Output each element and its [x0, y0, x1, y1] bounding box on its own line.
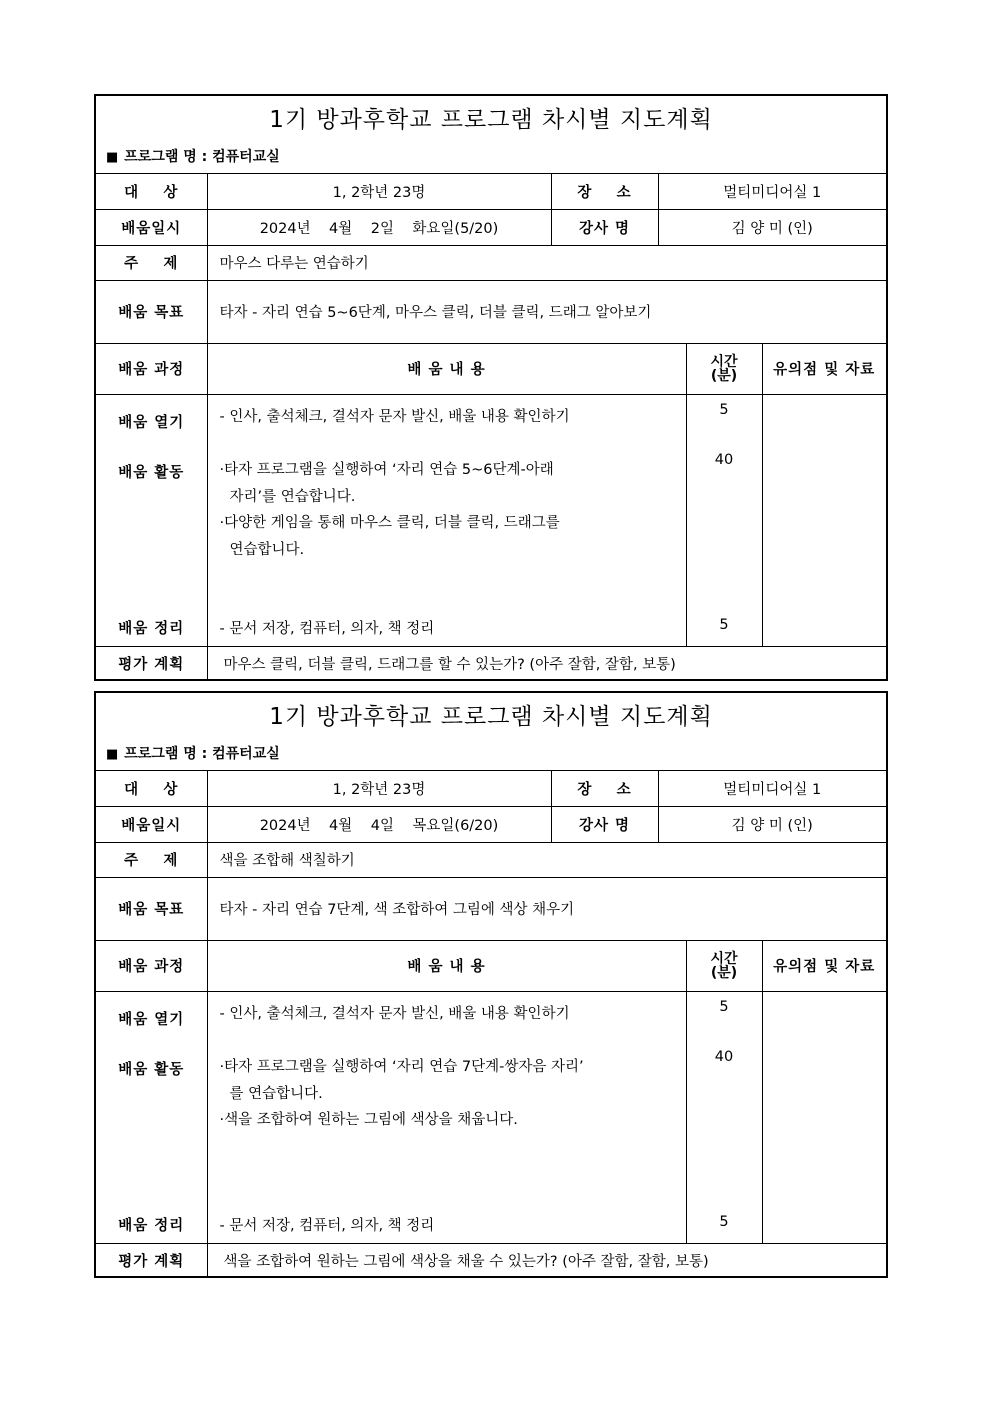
teacher-label: 강사 명	[551, 209, 658, 245]
content-line: 연습합니다.	[229, 541, 305, 558]
date-value: 2024년 4월 4일 목요일(6/20)	[207, 806, 551, 842]
date-label: 배움일시	[96, 209, 207, 245]
lesson-plan-2	[94, 691, 888, 1278]
process-label: 배움 과정	[96, 940, 207, 991]
place-label: 장 소	[551, 771, 658, 806]
time-label-cell	[686, 940, 762, 991]
stage-activity: 배움 활동	[118, 1061, 185, 1078]
eval-label: 평가 계획	[96, 646, 207, 681]
content-line: - 인사, 출석체크, 결석자 문자 발신, 배울 내용 확인하기	[219, 408, 570, 425]
time-label: 시간 (분)	[710, 950, 738, 981]
date-label: 배움일시	[96, 806, 207, 842]
time-cell	[686, 991, 762, 1243]
stage-closing: 배움 정리	[118, 1217, 185, 1234]
time-label-cell	[686, 343, 762, 394]
place-value: 멀티미디어실 1	[658, 771, 886, 806]
content-line: ·타자 프로그램을 실행하여 ‘자리 연습 5~6단계-아래	[219, 461, 554, 478]
goal-row	[96, 877, 886, 940]
topic-label: 주 제	[96, 245, 207, 280]
eval-row	[96, 1243, 886, 1278]
content-cell	[207, 394, 686, 646]
target-label: 대 상	[96, 771, 207, 806]
topic-value: 색을 조합해 색칠하기	[207, 842, 886, 877]
teacher-value: 김 양 미 (인)	[658, 806, 886, 842]
process-body-row	[96, 991, 886, 1243]
content-line: ·다양한 게임을 통해 마우스 클릭, 더블 클릭, 드래그를	[219, 514, 560, 531]
target-value: 1, 2학년 23명	[207, 771, 551, 806]
notes-label: 유의점 및 자료	[762, 343, 886, 394]
eval-value: 색을 조합하여 원하는 그림에 색상을 채울 수 있는가? (아주 잘함, 잘함, 보통)	[207, 1243, 886, 1278]
topic-row	[96, 842, 886, 877]
content-line: 자리’를 연습합니다.	[229, 488, 356, 505]
date-row	[96, 209, 886, 245]
target-value: 1, 2학년 23명	[207, 174, 551, 209]
stage-cell	[96, 991, 207, 1243]
goal-row	[96, 280, 886, 343]
goal-value: 타자 - 자리 연습 7단계, 색 조합하여 그림에 색상 채우기	[207, 877, 886, 940]
program-name-text: 프로그램 명 : 컴퓨터교실	[124, 149, 280, 165]
program-name	[106, 743, 280, 763]
content-label: 배 움 내 용	[207, 940, 686, 991]
process-body-row	[96, 394, 886, 646]
content-cell	[207, 991, 686, 1243]
time-activity: 40	[714, 1048, 734, 1065]
eval-value: 마우스 클릭, 더블 클릭, 드래그를 할 수 있는가? (아주 잘함, 잘함, 보통)	[207, 646, 886, 681]
program-name	[106, 146, 280, 166]
process-label: 배움 과정	[96, 343, 207, 394]
stage-opening: 배움 열기	[118, 414, 185, 431]
date-row	[96, 806, 886, 842]
goal-label: 배움 목표	[96, 877, 207, 940]
content-line: - 문서 저장, 컴퓨터, 의자, 책 정리	[219, 1217, 435, 1234]
goal-label: 배움 목표	[96, 280, 207, 343]
lesson-plan-1	[94, 94, 888, 681]
plan-header	[96, 96, 886, 174]
stage-activity: 배움 활동	[118, 464, 185, 481]
plan-title: 1기 방과후학교 프로그램 차시별 지도계획	[269, 107, 713, 133]
date-value: 2024년 4월 2일 화요일(5/20)	[207, 209, 551, 245]
time-cell	[686, 394, 762, 646]
notes-label: 유의점 및 자료	[762, 940, 886, 991]
process-header-row	[96, 343, 886, 394]
teacher-label: 강사 명	[551, 806, 658, 842]
target-row	[96, 174, 886, 209]
topic-label: 주 제	[96, 842, 207, 877]
content-line: ·타자 프로그램을 실행하여 ‘자리 연습 7단계-쌍자음 자리’	[219, 1058, 584, 1075]
content-line: - 인사, 출석체크, 결석자 문자 발신, 배울 내용 확인하기	[219, 1005, 570, 1022]
program-name-text: 프로그램 명 : 컴퓨터교실	[124, 746, 280, 762]
plan-table	[96, 174, 886, 681]
time-activity: 40	[714, 451, 734, 468]
target-label: 대 상	[96, 174, 207, 209]
content-line: 를 연습합니다.	[229, 1085, 323, 1102]
target-row	[96, 771, 886, 806]
plan-table	[96, 771, 886, 1278]
square-bullet-icon: ■	[106, 747, 119, 762]
content-line: ·색을 조합하여 원하는 그림에 색상을 채웁니다.	[219, 1111, 518, 1128]
plan-title: 1기 방과후학교 프로그램 차시별 지도계획	[269, 704, 713, 730]
stage-cell	[96, 394, 207, 646]
teacher-value: 김 양 미 (인)	[658, 209, 886, 245]
process-header-row	[96, 940, 886, 991]
goal-value: 타자 - 자리 연습 5~6단계, 마우스 클릭, 더블 클릭, 드래그 알아보기	[207, 280, 886, 343]
time-closing: 5	[719, 1213, 729, 1230]
time-label: 시간 (분)	[710, 353, 738, 384]
topic-row	[96, 245, 886, 280]
place-label: 장 소	[551, 174, 658, 209]
notes-cell	[762, 394, 886, 646]
notes-cell	[762, 991, 886, 1243]
content-line: - 문서 저장, 컴퓨터, 의자, 책 정리	[219, 620, 435, 637]
square-bullet-icon: ■	[106, 150, 119, 165]
place-value: 멀티미디어실 1	[658, 174, 886, 209]
stage-closing: 배움 정리	[118, 620, 185, 637]
eval-label: 평가 계획	[96, 1243, 207, 1278]
eval-row	[96, 646, 886, 681]
time-closing: 5	[719, 616, 729, 633]
topic-value: 마우스 다루는 연습하기	[207, 245, 886, 280]
time-opening: 5	[719, 401, 729, 418]
stage-opening: 배움 열기	[118, 1011, 185, 1028]
content-label: 배 움 내 용	[207, 343, 686, 394]
time-opening: 5	[719, 998, 729, 1015]
plan-header	[96, 693, 886, 771]
